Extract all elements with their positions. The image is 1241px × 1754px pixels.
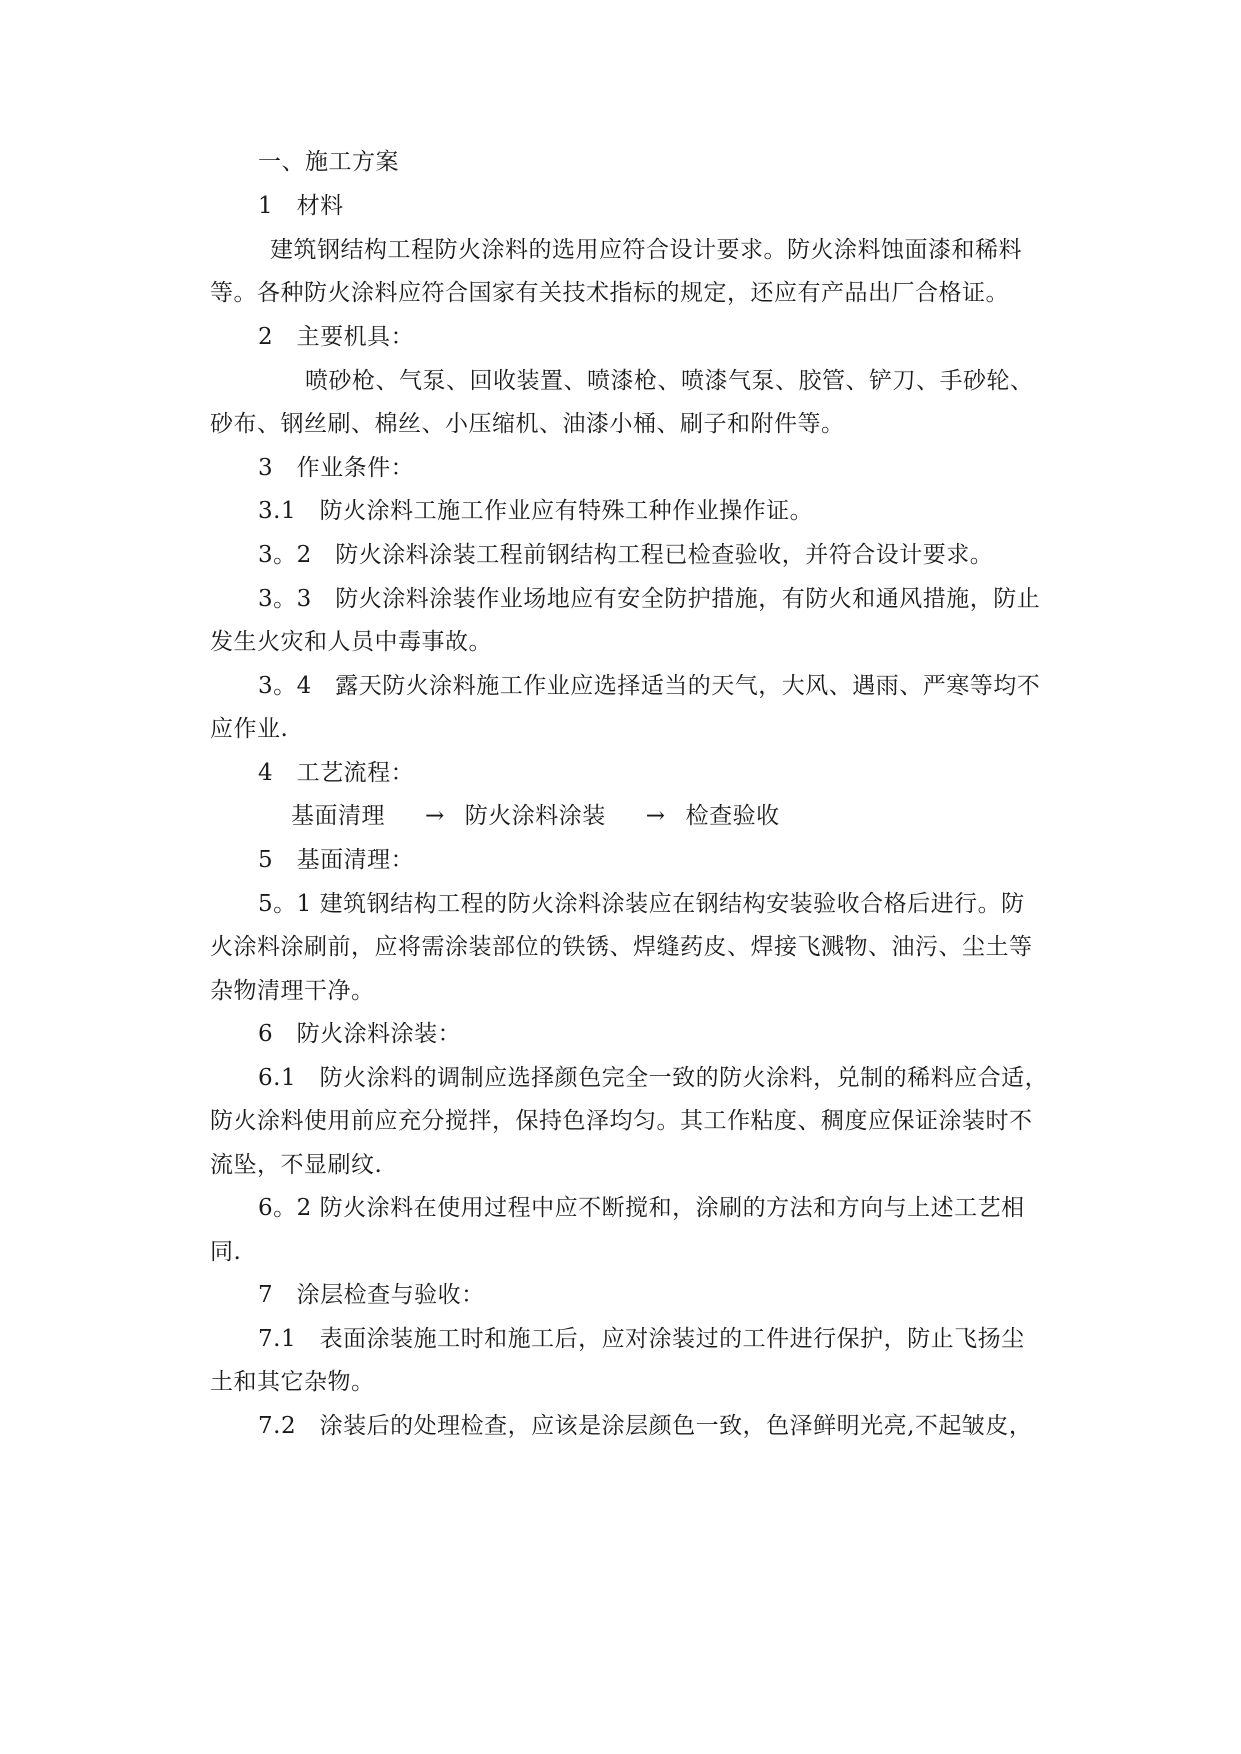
paragraph-line: 流坠，不显刷纹. xyxy=(210,1152,383,1178)
section-title: 一、施工方案 xyxy=(258,149,399,175)
paragraph-line: 6.1 防火涂料的调制应选择颜色完全一致的防火涂料，兑制的稀料应合适， xyxy=(258,1065,1049,1091)
paragraph-line: 发生火灾和人员中毒事故。 xyxy=(210,629,492,655)
paragraph-line: 建筑钢结构工程防火涂料的选用应符合设计要求。防火涂料蚀面漆和稀料 xyxy=(270,237,1022,263)
paragraph-line: 应作业. xyxy=(210,716,289,742)
heading-materials: 1 材料 xyxy=(258,193,344,219)
paragraph-line: 3。4 露天防火涂料施工作业应选择适当的天气，大风、遇雨、严寒等均不 xyxy=(258,673,1041,699)
paragraph-line: 3。3 防火涂料涂装作业场地应有安全防护措施，有防火和通风措施，防止 xyxy=(258,586,1041,612)
paragraph-line: 土和其它杂物。 xyxy=(210,1369,375,1395)
flow-step: 检查验收 xyxy=(685,803,780,829)
paragraph-line: 砂布、钢丝刷、棉丝、小压缩机、油漆小桶、刷子和附件等。 xyxy=(210,411,845,437)
process-flow xyxy=(291,801,780,831)
paragraph-line: 3.1 防火涂料工施工作业应有特殊工种作业操作证。 xyxy=(258,498,814,524)
heading-surface-cleaning: 5 基面清理： xyxy=(258,847,415,873)
heading-tools: 2 主要机具： xyxy=(258,324,415,350)
paragraph-line: 同. xyxy=(210,1239,242,1265)
heading-conditions: 3 作业条件： xyxy=(258,455,415,481)
paragraph-line: 杂物清理干净。 xyxy=(210,978,375,1004)
arrow-right-icon: → xyxy=(645,803,666,829)
paragraph-line: 6。2 防火涂料在使用过程中应不断搅和，涂刷的方法和方向与上述工艺相 xyxy=(258,1195,1025,1221)
heading-process: 4 工艺流程： xyxy=(258,760,415,786)
paragraph-line: 7.1 表面涂装施工时和施工后，应对涂装过的工件进行保护，防止飞扬尘 xyxy=(258,1326,1025,1352)
paragraph-line: 3。2 防火涂料涂装工程前钢结构工程已检查验收，并符合设计要求。 xyxy=(258,542,994,568)
paragraph-line: 防火涂料使用前应充分搅拌，保持色泽均匀。其工作粘度、稠度应保证涂装时不 xyxy=(210,1108,1033,1134)
paragraph-line: 等。各种防火涂料应符合国家有关技术指标的规定，还应有产品出厂合格证。 xyxy=(210,280,1009,306)
paragraph-line: 喷砂枪、气泵、回收装置、喷漆枪、喷漆气泵、胶管、铲刀、手砂轮、 xyxy=(305,368,1034,394)
heading-coating: 6 防火涂料涂装： xyxy=(258,1021,462,1047)
flow-step: 防火涂料涂装 xyxy=(464,803,606,829)
flow-step: 基面清理 xyxy=(291,803,385,829)
paragraph-line: 7.2 涂装后的处理检查，应该是涂层颜色一致，色泽鲜明光亮,不起皱皮， xyxy=(258,1413,1033,1439)
paragraph-line: 火涂料涂刷前，应将需涂装部位的铁锈、焊缝药皮、焊接飞溅物、油污、尘土等 xyxy=(210,934,1033,960)
paragraph-line: 5。1 建筑钢结构工程的防火涂料涂装应在钢结构安装验收合格后进行。防 xyxy=(258,891,1025,917)
heading-inspection: 7 涂层检查与验收： xyxy=(258,1282,485,1308)
arrow-right-icon: → xyxy=(425,803,445,829)
